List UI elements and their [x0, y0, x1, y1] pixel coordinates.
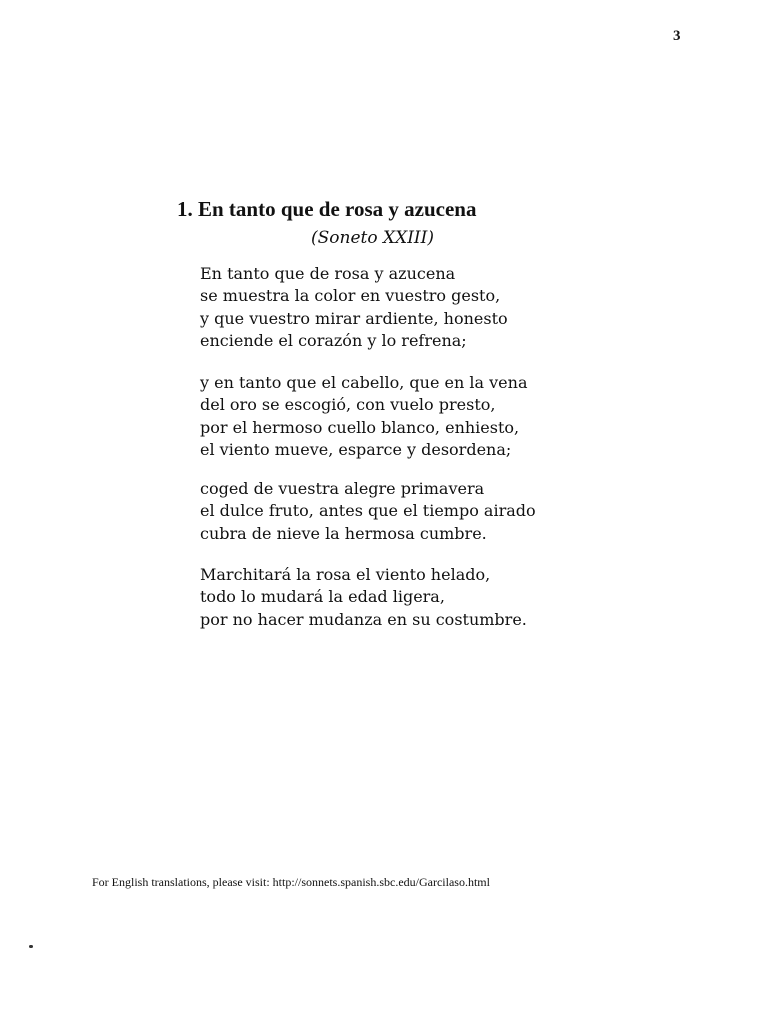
- poem-line: por no hacer mudanza en su costumbre.: [200, 609, 527, 629]
- poem-line: coged de vuestra alegre primavera: [200, 479, 485, 498]
- stanza: [200, 263, 508, 352]
- poem-line: En tanto que de rosa y azucena: [200, 264, 456, 283]
- stanza: [200, 372, 527, 461]
- poem-line: el dulce fruto, antes que el tiempo airado: [200, 501, 536, 521]
- stanza: [200, 478, 536, 545]
- poem-line: se muestra la color en vuestro gesto,: [200, 286, 501, 306]
- poem-title: 1. En tanto que de rosa y azucena: [177, 197, 477, 221]
- page-number: 3: [673, 28, 681, 44]
- poem-subtitle: (Soneto XXIII): [311, 228, 434, 248]
- stanza: [200, 564, 527, 631]
- poem-line: enciende el corazón y lo refrena;: [200, 330, 467, 350]
- poem-line: el viento mueve, esparce y desordena;: [200, 439, 512, 459]
- poem-line: por el hermoso cuello blanco, enhiesto,: [200, 417, 520, 437]
- poem-line: y en tanto que el cabello, que en la vena: [200, 373, 528, 392]
- poem-line: del oro se escogió, con vuelo presto,: [200, 395, 496, 415]
- footer-note: For English translations, please visit: http://sonnets.spanish.sbc.edu/Garcilaso.html: [92, 875, 490, 889]
- poem-line: cubra de nieve la hermosa cumbre.: [200, 523, 487, 543]
- poem-line: y que vuestro mirar ardiente, honesto: [200, 308, 508, 328]
- poem-line: Marchitará la rosa el viento helado,: [200, 565, 491, 584]
- scan-speck: [29, 945, 33, 948]
- poem-line: todo lo mudará la edad ligera,: [200, 587, 445, 607]
